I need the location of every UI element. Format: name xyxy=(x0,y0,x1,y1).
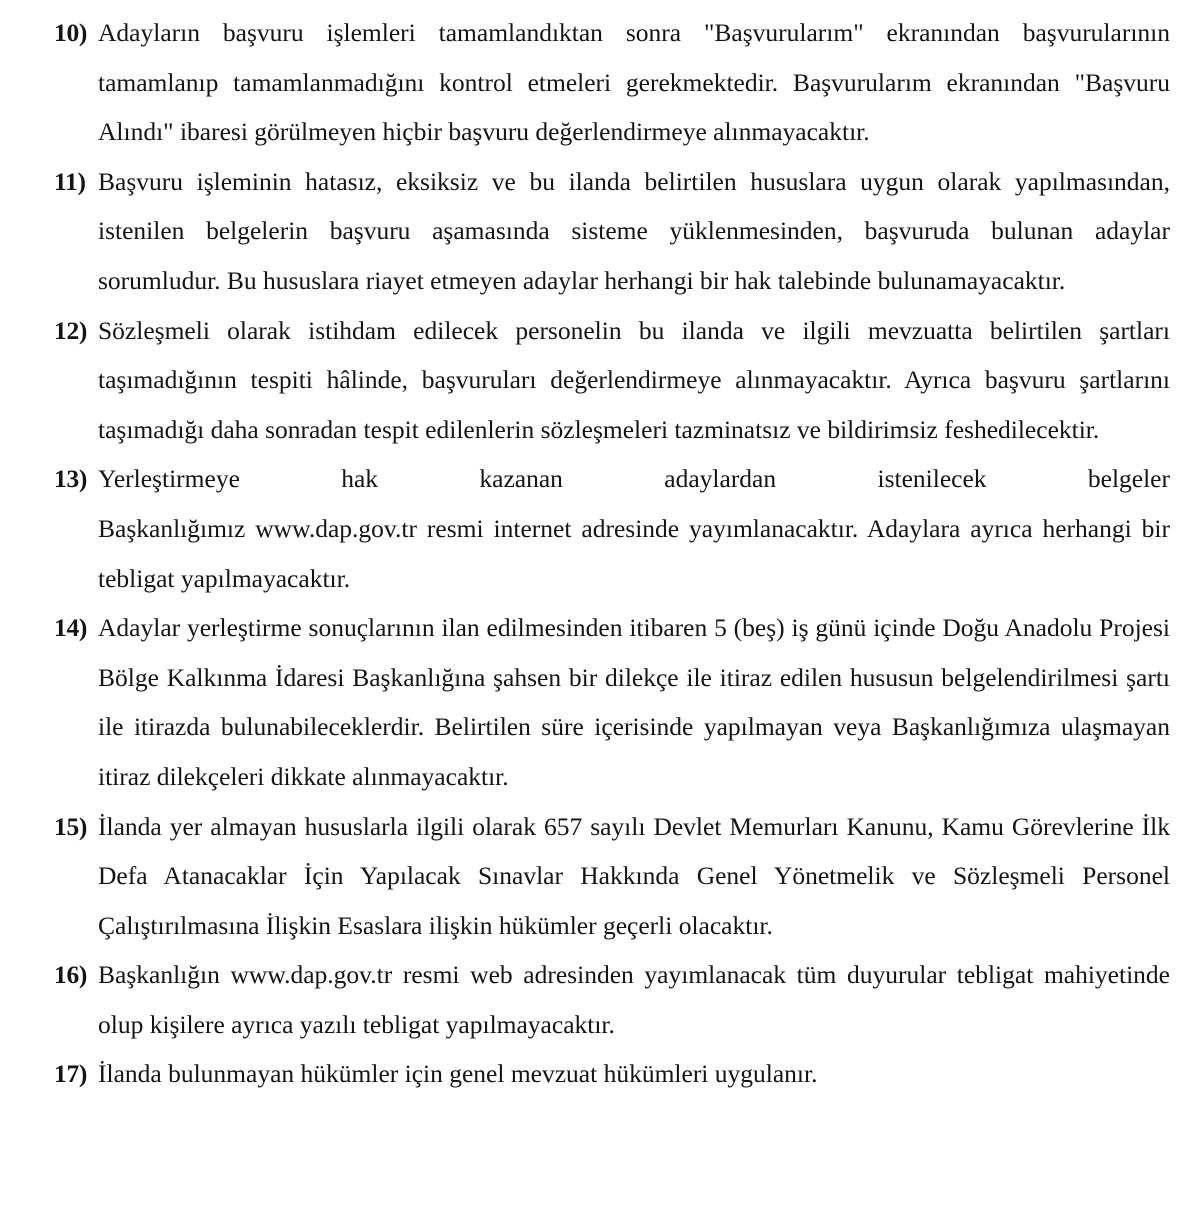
item-number: 13) xyxy=(54,464,88,494)
list-item-17 xyxy=(54,1049,1170,1099)
item-number: 11) xyxy=(54,166,86,196)
list-item-16 xyxy=(54,950,1170,1049)
item-number: 10) xyxy=(54,18,88,47)
numbered-list xyxy=(54,8,1170,1099)
item-number: 14) xyxy=(54,613,88,643)
item-text: Sözleşmeli olarak istihdam edilecek personelin bu ilanda ve ilgili mevzuatta belirtilen şartları taşımadığının tespiti hâlinde, başvuruları değerlendirmeye alınmayacaktır. Ayrıca başvuru şartlarını taşımadığı daha sonradan tespit edilenlerin sözleşmeleri tazminatsız ve bildirimsiz feshedilecektir. xyxy=(98,315,1170,444)
list-item-11 xyxy=(54,157,1170,306)
item-text: Adayların başvuru işlemleri tamamlandıktan sonra "Başvurularım" ekranından başvurularının tamamlanıp tamamlanmadığını kontrol etmeleri gerekmektedir. Başvurularım ekranından "Başvuru Alındı" ibaresi görülmeyen hiçbir başvuru değerlendirmeye alınmayacaktır. xyxy=(98,18,1170,147)
list-item-10 xyxy=(54,8,1170,157)
list-item-12 xyxy=(54,306,1170,455)
item-number: 12) xyxy=(54,315,88,345)
item-text: İlanda bulunmayan hükümler için genel mevzuat hükümleri uygulanır. xyxy=(98,1059,818,1089)
list-item-14 xyxy=(54,603,1170,801)
item-text: İlanda yer almayan hususlarla ilgili olarak 657 sayılı Devlet Memurları Kanunu, Kamu Görevlerine İlk Defa Atanacaklar İçin Yapılacak Sınavlar Hakkında Genel Yönetmelik ve Sözleşmeli Personel Çalıştırılmasına İlişkin Esaslara ilişkin hükümler geçerli olacaktır. xyxy=(98,811,1170,940)
item-number: 16) xyxy=(54,960,88,990)
item-text: Başkanlığın www.dap.gov.tr resmi web adresinden yayımlanacak tüm duyurular tebligat mahiyetinde olup kişilere ayrıca yazılı tebligat yapılmayacaktır. xyxy=(98,960,1170,1039)
item-text-first-line: Yerleştirmeye hak kazanan adaylardan istenilecek belgeler xyxy=(98,464,1170,494)
document-page xyxy=(54,8,1170,1099)
item-number: 15) xyxy=(54,811,88,841)
item-text: Adaylar yerleştirme sonuçlarının ilan edilmesinden itibaren 5 (beş) iş günü içinde Doğu Anadolu Projesi Bölge Kalkınma İdaresi Başkanlığına şahsen bir dilekçe ile itiraz edilen hususun belgelendirilmesi şartı ile itirazda bulunabileceklerdir. Belirtilen süre içerisinde yapılmayan veya Başkanlığımıza ulaşmayan itiraz dilekçeleri dikkate alınmayacaktır. xyxy=(98,613,1170,791)
list-item-13 xyxy=(54,454,1170,603)
item-number: 17) xyxy=(54,1059,88,1089)
list-item-15 xyxy=(54,802,1170,951)
item-text-rest: Başkanlığımız www.dap.gov.tr resmi internet adresinde yayımlanacaktır. Adaylara ayrıca herhangi bir tebligat yapılmayacaktır. xyxy=(98,513,1170,593)
item-text xyxy=(98,454,1170,603)
item-text: Başvuru işleminin hatasız, eksiksiz ve bu ilanda belirtilen hususlara uygun olarak yapılmasından, istenilen belgelerin başvuru aşamasında sisteme yüklenmesinden, başvuruda bulunan adaylar sorumludur. Bu hususlara riayet etmeyen adaylar herhangi bir hak talebinde bulunamayacaktır. xyxy=(98,166,1170,295)
